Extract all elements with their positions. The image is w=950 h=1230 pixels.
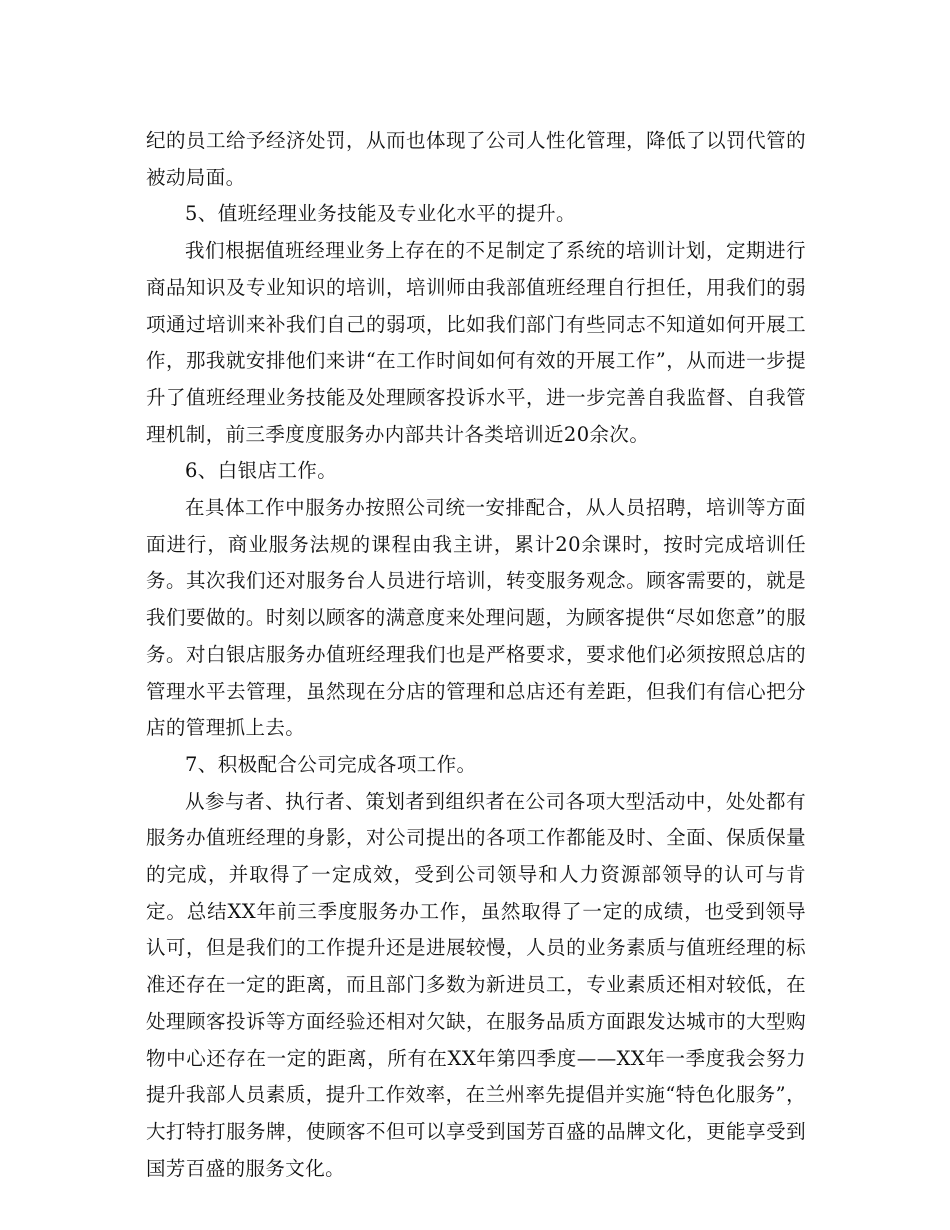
paragraph-continuation: 纪的员工给予经济处罚，从而也体现了公司人性化管理，降低了以罚代管的被动局面。	[146, 129, 806, 189]
paragraph-training: 我们根据值班经理业务上存在的不足制定了系统的培训计划，定期进行商品知识及专业知识的培训，培训师由我部值班经理自行担任，用我们的弱项通过培训来补我们自己的弱项，比如我们部门有些同志不知道如何开展工作，那我就安排他们来讲“在工作时间如何有效的开展工作”，从而进一步提升了值班经理业务技能及处理顾客投诉水平，进一步完善自我监督、自我管理机制，前三季度度服务办内部共计各类培训近20余次。	[146, 239, 806, 446]
section-heading-6: 6、白银店工作。	[185, 459, 338, 483]
section-heading-7: 7、积极配合公司完成各项工作。	[185, 752, 477, 776]
paragraph-baiyin-store: 在具体工作中服务办按照公司统一安排配合，从人员招聘，培训等方面面进行，商业服务法规的课程由我主讲，累计20余课时，按时完成培训任务。其次我们还对服务台人员进行培训，转变服务观念。顾客需要的，就是我们要做的。时刻以顾客的满意度来处理问题，为顾客提供“尽如您意”的服务。对白银店服务办值班经理我们也是严格要求，要求他们必须按照总店的管理水平去管理，虽然现在分店的管理和总店还有差距，但我们有信心把分店的管理抓上去。	[146, 496, 806, 740]
document-body	[146, 123, 806, 1187]
paragraph-cooperation: 从参与者、执行者、策划者到组织者在公司各项大型活动中，处处都有服务办值班经理的身影，对公司提出的各项工作都能及时、全面、保质保量的完成，并取得了一定成效，受到公司领导和人力资源部领导的认可与肯定。总结XX年前三季度服务办工作，虽然取得了一定的成绩，也受到领导认可，但是我们的工作提升还是进展较慢，人员的业务素质与值班经理的标准还存在一定的距离，而且部门多数为新进员工，专业素质还相对较低，在处理顾客投诉等方面经验还相对欠缺，在服务品质方面跟发达城市的大型购物中心还存在一定的距离，所有在XX年第四季度——XX年一季度我会努力提升我部人员素质，提升工作效率，在兰州率先提倡并实施“特色化服务”，大打特打服务牌，使顾客不但可以享受到国芳百盛的品牌文化，更能享受到国芳百盛的服务文化。	[146, 789, 806, 1180]
section-heading-5: 5、值班经理业务技能及专业化水平的提升。	[185, 202, 576, 226]
